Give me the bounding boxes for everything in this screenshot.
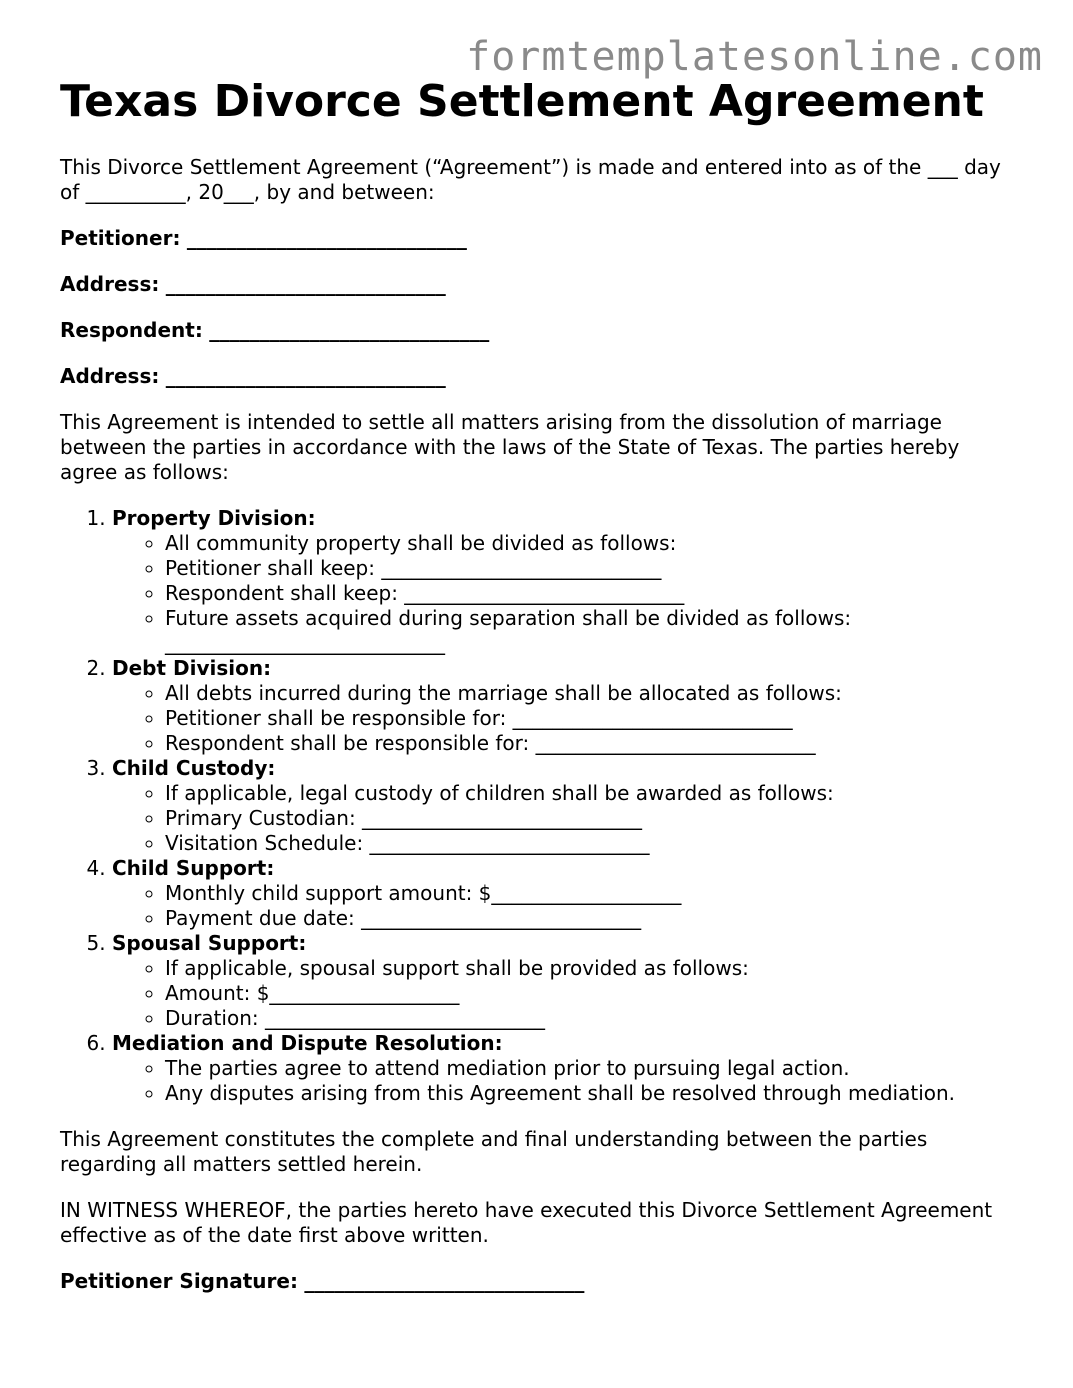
future-assets-blank[interactable]: ____________________________ xyxy=(165,631,445,655)
list-item: ◦ The parties agree to attend mediation prior to pursuing legal action. xyxy=(165,1056,1020,1081)
field-label: Address: xyxy=(60,364,160,388)
list-item: ◦ Petitioner shall keep: ____________________________ xyxy=(165,556,1020,581)
petitioner-signature-field xyxy=(60,1269,1020,1294)
petitioner-address-blank[interactable]: ____________________________ xyxy=(165,272,446,296)
list-item: ◦ Respondent shall keep: ____________________________ xyxy=(165,581,1020,606)
list-item: ◦ Monthly child support amount: $___________________ xyxy=(165,881,1020,906)
section-child-support xyxy=(112,856,1020,931)
watermark: formtemplatesonline.com xyxy=(466,34,1043,80)
list-item: ◦ Payment due date: ____________________________ xyxy=(165,906,1020,931)
section-items xyxy=(112,531,1020,656)
petitioner-field xyxy=(60,226,1020,251)
list-item: ◦ Petitioner shall be responsible for: ____________________________ xyxy=(165,706,1020,731)
section-items xyxy=(112,781,1020,856)
list-item-text: ◦ Future assets acquired during separation shall be divided as follows: xyxy=(165,606,852,630)
section-items xyxy=(112,681,1020,756)
list-item: ◦ Primary Custodian: ____________________________ xyxy=(165,806,1020,831)
respondent-field xyxy=(60,318,1020,343)
list-item: ◦ All community property shall be divided as follows: xyxy=(165,531,1020,556)
witness-paragraph: IN WITNESS WHEREOF, the parties hereto have executed this Divorce Settlement Agreement effective as of the date first above written. xyxy=(60,1198,993,1247)
list-item: ◦ Duration: ____________________________ xyxy=(165,1006,1020,1031)
page-title: Texas Divorce Settlement Agreement xyxy=(60,76,984,127)
respondent-blank[interactable]: ____________________________ xyxy=(209,318,490,342)
section-heading: Debt Division: xyxy=(112,656,272,680)
petitioner-blank[interactable]: ____________________________ xyxy=(186,226,467,250)
list-item xyxy=(165,606,1020,656)
list-item: ◦ If applicable, legal custody of children shall be awarded as follows: xyxy=(165,781,1020,806)
section-items xyxy=(112,1056,1020,1106)
section-child-custody xyxy=(112,756,1020,856)
purpose-paragraph: This Agreement is intended to settle all matters arising from the dissolution of marriage between the parties in accordance with the laws of the State of Texas. The parties hereby agree as follows: xyxy=(60,410,960,484)
section-mediation xyxy=(112,1031,1020,1106)
list-item: ◦ Any disputes arising from this Agreement shall be resolved through mediation. xyxy=(165,1081,1020,1106)
section-heading: Spousal Support: xyxy=(112,931,307,955)
field-label: Address: xyxy=(60,272,160,296)
section-debt-division xyxy=(112,656,1020,756)
section-heading: Property Division: xyxy=(112,506,316,530)
closing-paragraph: This Agreement constitutes the complete and final understanding between the parties regarding all matters settled herein. xyxy=(60,1127,928,1176)
intro-paragraph: This Divorce Settlement Agreement (“Agreement”) is made and entered into as of the ___ day of __________, 20___, by and between: xyxy=(60,155,1001,204)
respondent-address-field xyxy=(60,364,1020,389)
section-property-division xyxy=(112,506,1020,656)
list-item: ◦ Amount: $___________________ xyxy=(165,981,1020,1006)
list-item: ◦ All debts incurred during the marriage shall be allocated as follows: xyxy=(165,681,1020,706)
document-body xyxy=(60,155,1020,1315)
list-item: ◦ If applicable, spousal support shall be provided as follows: xyxy=(165,956,1020,981)
field-label: Respondent: xyxy=(60,318,203,342)
petitioner-address-field xyxy=(60,272,1020,297)
field-label: Petitioner Signature: xyxy=(60,1269,298,1293)
respondent-address-blank[interactable]: ____________________________ xyxy=(165,364,446,388)
section-heading: Mediation and Dispute Resolution: xyxy=(112,1031,503,1055)
petitioner-signature-blank[interactable]: ____________________________ xyxy=(304,1269,585,1293)
section-items xyxy=(112,881,1020,931)
section-heading: Child Custody: xyxy=(112,756,276,780)
field-label: Petitioner: xyxy=(60,226,181,250)
list-item: ◦ Respondent shall be responsible for: ____________________________ xyxy=(165,731,1020,756)
list-item: ◦ Visitation Schedule: ____________________________ xyxy=(165,831,1020,856)
terms-list xyxy=(60,506,1020,1106)
section-spousal-support xyxy=(112,931,1020,1031)
section-items xyxy=(112,956,1020,1031)
section-heading: Child Support: xyxy=(112,856,275,880)
